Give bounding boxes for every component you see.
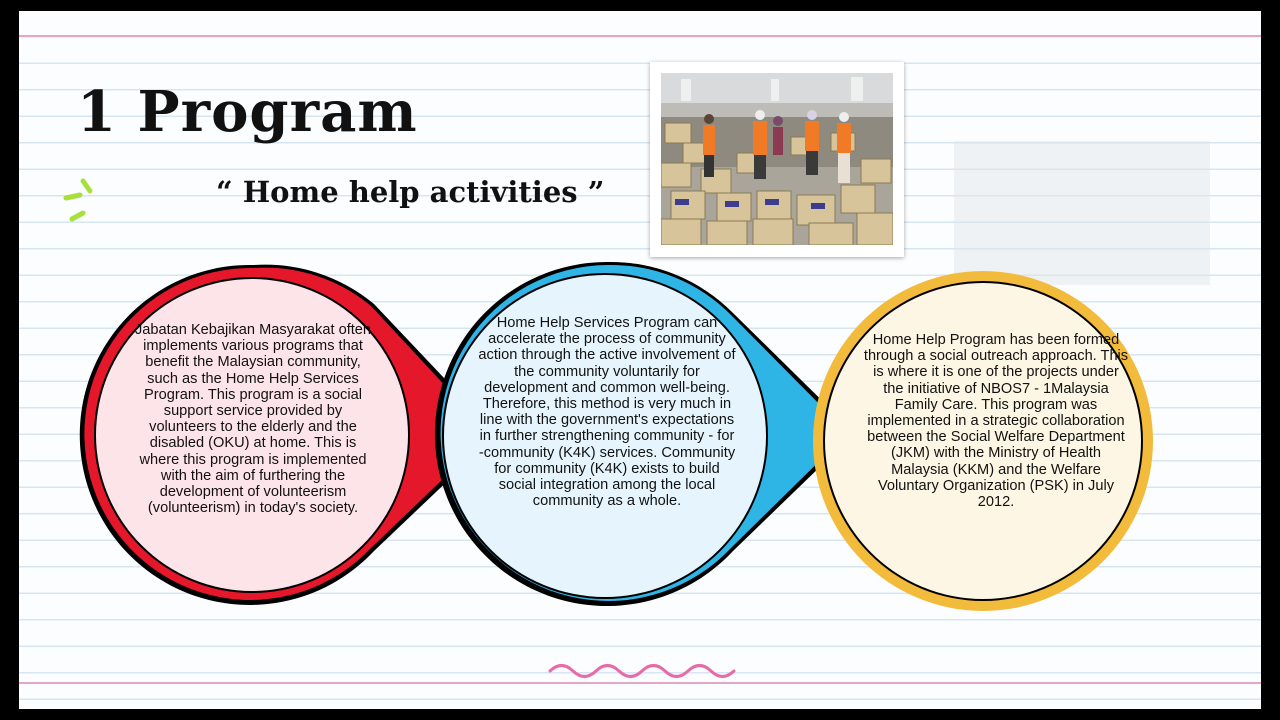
wave-decoration	[550, 666, 734, 677]
slide	[19, 11, 1261, 709]
circle-1-text: Jabatan Kebajikan Masyarakat often implements various programs that benefit the Malaysian community, such as the Home Help Services Program. This program is a social support service provided by volunteers to the elderly and the disabled (OKU) at home. This is where this program is implemented with the aim of furthering the development of volunteerism (volunteerism) in today's society.	[134, 322, 372, 517]
page-title: 1 Program	[77, 79, 418, 145]
circle-3-text: Home Help Program has been formed through a social outreach approach. This is where it is one of the projects under the initiative of NBOS7 - 1Malaysia Family Care. This program was implemented in a strategic collaboration between the Social Welfare Department (JKM) with the Ministry of Health Malaysia (KKM) and the Welfare Voluntary Organization (PSK) in July 2012.	[863, 332, 1129, 511]
circle-2-text: Home Help Services Program can accelerate the process of community action through the active involvement of the community voluntarily for development and common well-being. Therefore, this method is very much in line with the government's expectations in further strengthening community - for -community (K4K) services. Community for community (K4K) exists to build social integration among the local community as a whole.	[478, 315, 736, 510]
subtitle: “ Home help activities ”	[216, 175, 605, 209]
